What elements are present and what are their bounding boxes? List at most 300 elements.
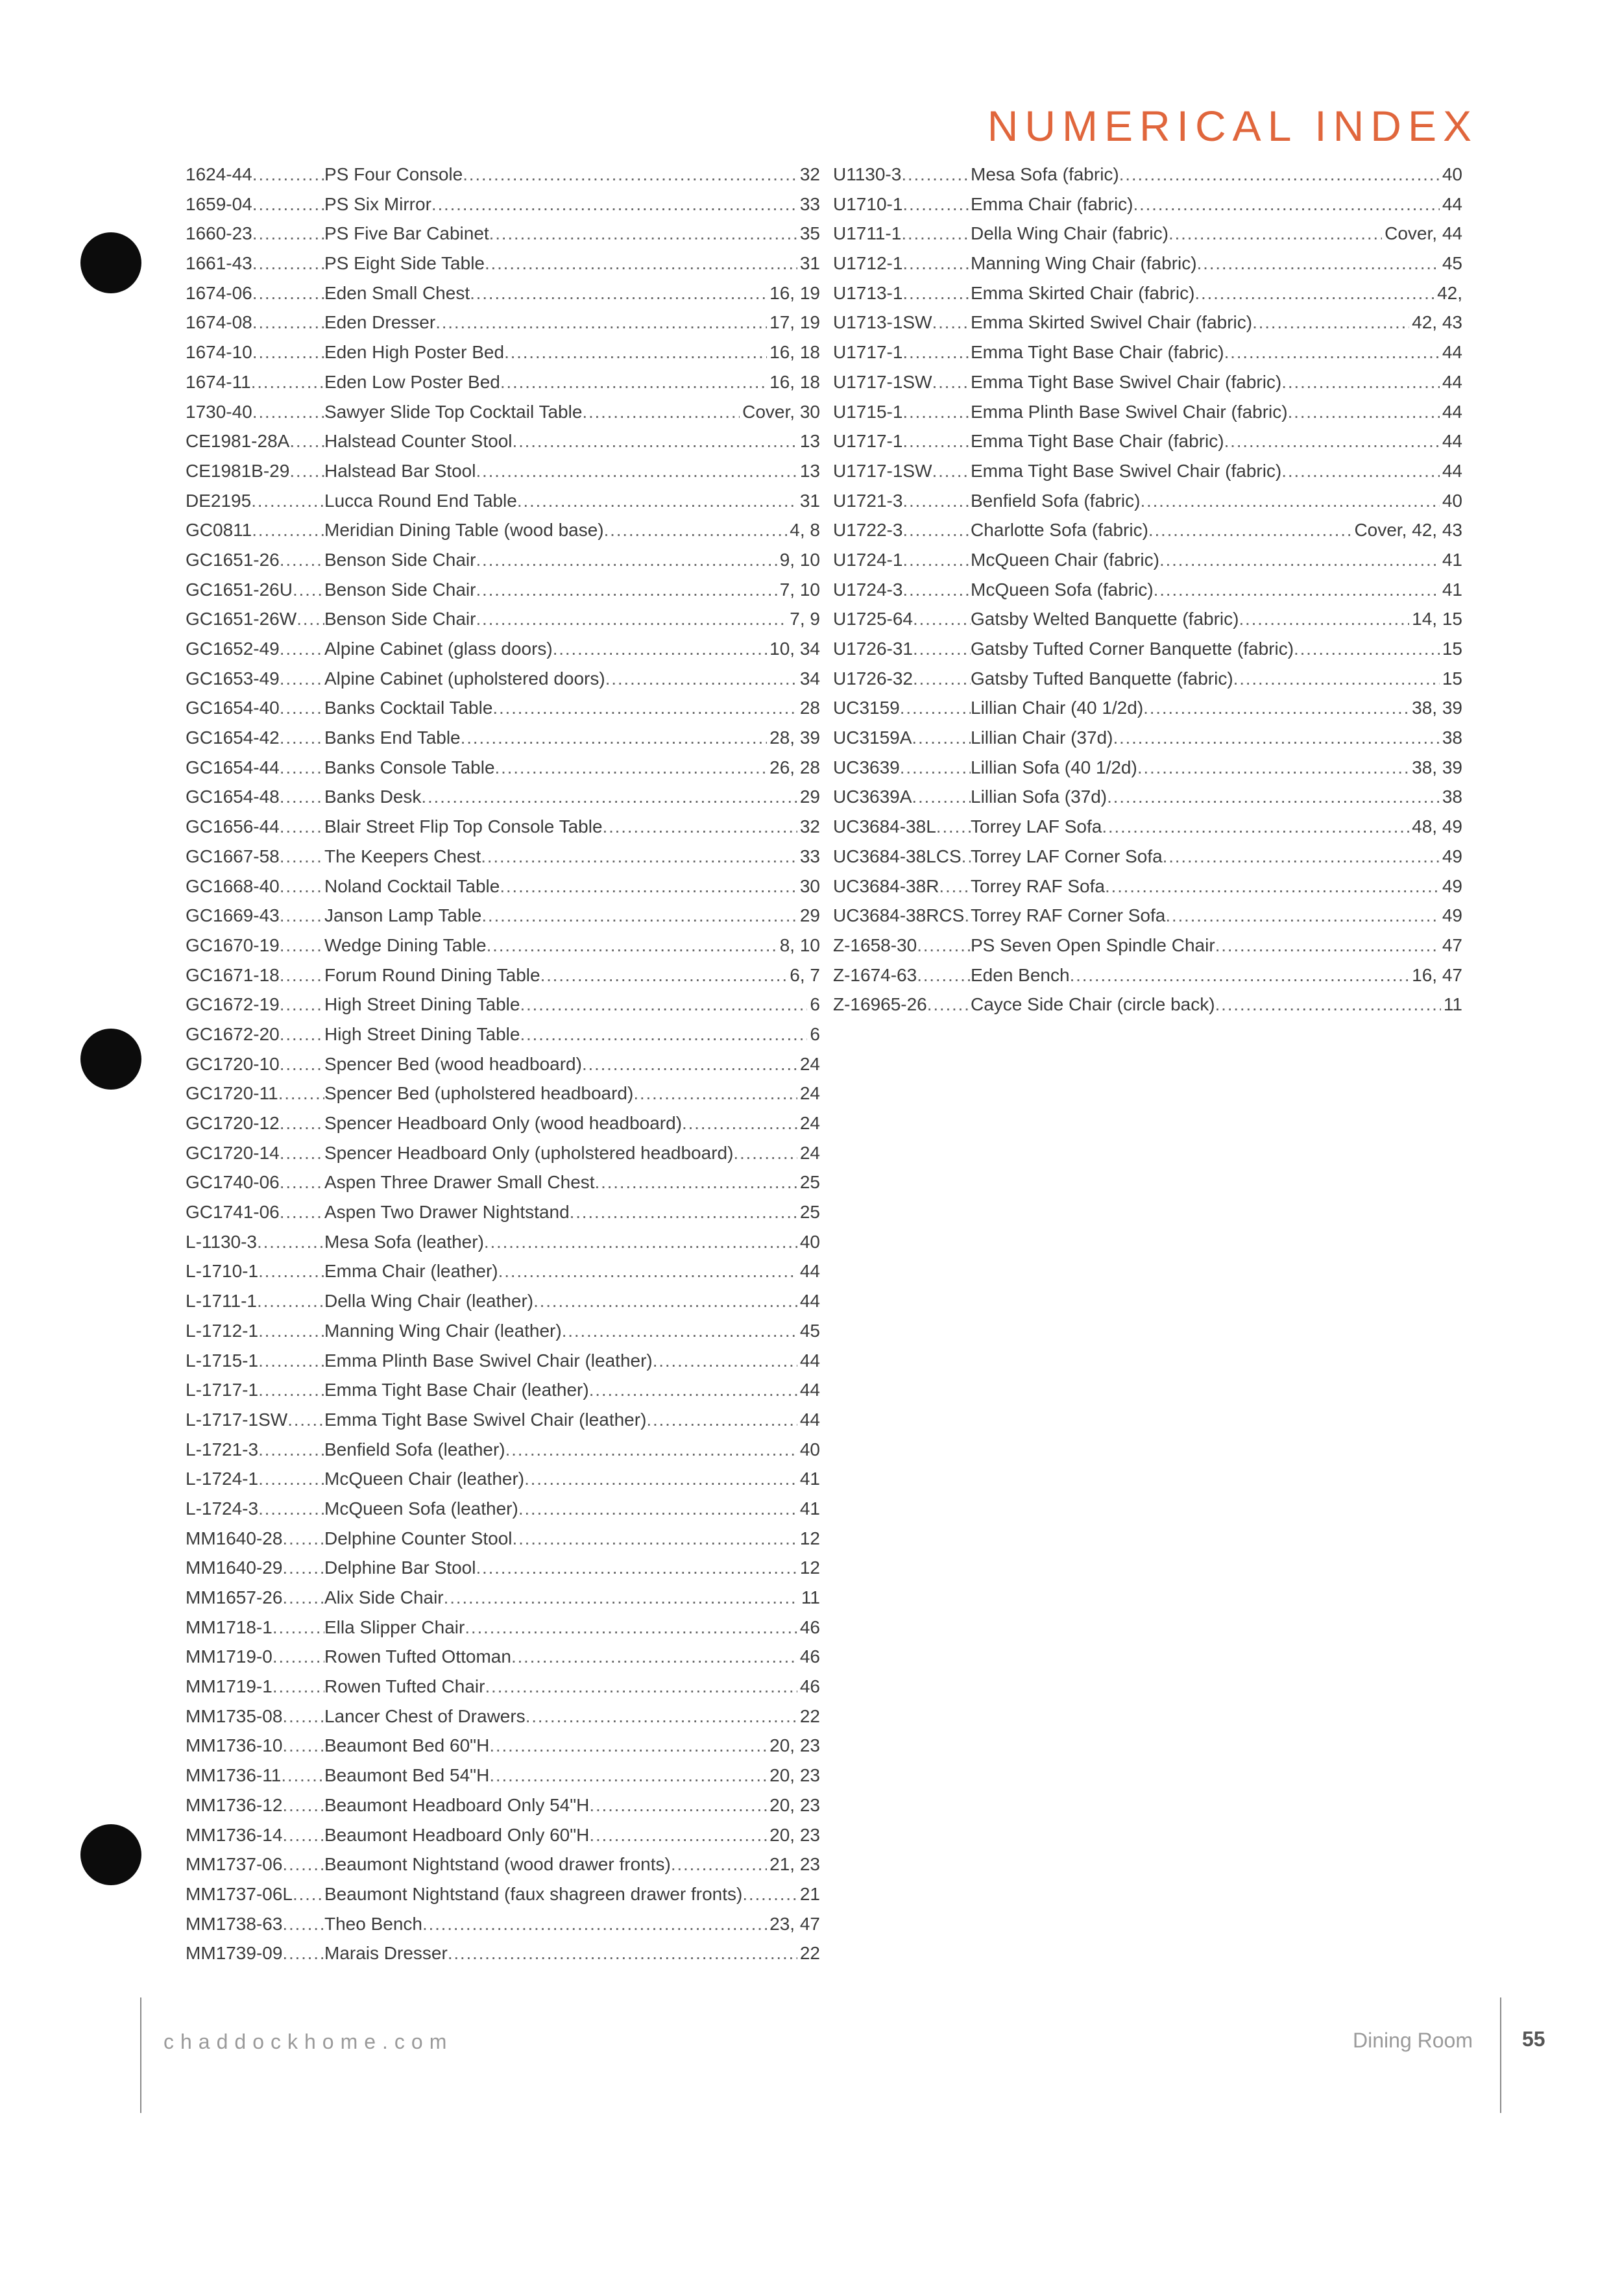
entry-name: Gatsby Tufted Banquette (fabric) bbox=[971, 668, 1233, 689]
entry-code: GC0811 bbox=[186, 520, 252, 541]
dot-leader bbox=[252, 249, 324, 278]
dot-leader bbox=[1107, 782, 1440, 812]
index-entry bbox=[833, 456, 1462, 486]
entry-pages: 40 bbox=[799, 1231, 820, 1252]
dot-leader bbox=[258, 1316, 324, 1346]
dot-leader bbox=[448, 1938, 797, 1968]
entry-code: GC1672-20 bbox=[186, 1023, 280, 1044]
entry-code: 1659-04 bbox=[186, 193, 252, 214]
entry-name: Mesa Sofa (leather) bbox=[324, 1231, 484, 1252]
entry-name: McQueen Sofa (fabric) bbox=[971, 579, 1154, 600]
entry-pages: 44 bbox=[1442, 431, 1462, 452]
entry-code: GC1671-18 bbox=[186, 964, 280, 985]
index-entry bbox=[833, 960, 1462, 990]
entry-code: Z-16965-26 bbox=[833, 994, 927, 1015]
dot-leader bbox=[932, 456, 971, 486]
dot-leader bbox=[595, 1167, 797, 1197]
entry-name: Emma Tight Base Chair (fabric) bbox=[971, 342, 1224, 363]
entry-name: Alix Side Chair bbox=[324, 1587, 444, 1607]
entry-pages: 13 bbox=[799, 460, 820, 481]
index-entry bbox=[833, 515, 1462, 545]
entry-code: MM1737-06L bbox=[186, 1883, 293, 1904]
dot-leader bbox=[280, 753, 324, 783]
index-entry bbox=[186, 337, 820, 367]
entry-pages: 7, 10 bbox=[779, 579, 820, 600]
entry-code: UC3684-38L bbox=[833, 816, 936, 837]
entry-pages: 44 bbox=[799, 1261, 820, 1282]
dot-leader bbox=[282, 1524, 324, 1554]
dot-leader bbox=[293, 1879, 324, 1909]
entry-pages: 44 bbox=[1442, 401, 1462, 422]
entry-code: GC1651-26W bbox=[186, 609, 297, 629]
entry-code: GC1654-48 bbox=[186, 787, 280, 807]
index-entry bbox=[186, 1197, 820, 1227]
index-entry bbox=[833, 782, 1462, 812]
index-entry bbox=[186, 1938, 820, 1968]
entry-code: U1713-1SW bbox=[833, 312, 932, 333]
dot-leader bbox=[422, 1909, 767, 1939]
entry-pages: 16, 47 bbox=[1412, 964, 1462, 985]
index-entry bbox=[833, 367, 1462, 397]
footer-website-link[interactable]: chaddockhome.com bbox=[163, 2030, 454, 2053]
dot-leader bbox=[435, 308, 767, 337]
entry-pages: 38, 39 bbox=[1412, 757, 1462, 777]
dot-leader bbox=[282, 1909, 324, 1939]
dot-leader bbox=[1168, 219, 1382, 249]
entry-pages: 15 bbox=[1442, 639, 1462, 659]
dot-leader bbox=[936, 812, 971, 842]
index-entry bbox=[833, 426, 1462, 456]
index-entry bbox=[186, 160, 820, 189]
dot-leader bbox=[1197, 249, 1440, 278]
dot-leader bbox=[517, 486, 797, 516]
entry-code: UC3684-38RCS bbox=[833, 905, 965, 926]
index-column-left bbox=[186, 160, 820, 1968]
entry-code: MM1738-63 bbox=[186, 1913, 283, 1934]
entry-code: MM1719-0 bbox=[186, 1646, 272, 1667]
dot-leader bbox=[1252, 308, 1409, 337]
index-entry bbox=[833, 901, 1462, 931]
index-entry bbox=[186, 960, 820, 990]
entry-code: L-1711-1 bbox=[186, 1291, 258, 1312]
entry-name: Cayce Side Chair (circle back) bbox=[971, 994, 1215, 1015]
entry-code: MM1736-14 bbox=[186, 1824, 283, 1845]
entry-code: MM1735-08 bbox=[186, 1705, 283, 1726]
index-entry bbox=[186, 1850, 820, 1879]
index-entry bbox=[186, 367, 820, 397]
index-entry bbox=[186, 782, 820, 812]
dot-leader bbox=[495, 753, 768, 783]
entry-code: GC1720-10 bbox=[186, 1053, 280, 1074]
entry-name: PS Five Bar Cabinet bbox=[324, 223, 489, 244]
entry-pages: 35 bbox=[799, 223, 820, 244]
dot-leader bbox=[258, 1256, 324, 1286]
dot-leader bbox=[484, 1227, 797, 1257]
entry-code: UC3639A bbox=[833, 787, 912, 807]
dot-leader bbox=[505, 1435, 797, 1465]
dot-leader bbox=[1159, 545, 1440, 575]
entry-name: Emma Tight Base Swivel Chair (leather) bbox=[324, 1409, 647, 1430]
entry-pages: 9, 10 bbox=[779, 549, 820, 570]
entry-pages: 41 bbox=[1442, 579, 1462, 600]
entry-pages: 11 bbox=[1443, 994, 1462, 1015]
footer-divider-right bbox=[1500, 1997, 1501, 2113]
dot-leader bbox=[520, 990, 807, 1020]
entry-name: Spencer Bed (wood headboard) bbox=[324, 1053, 582, 1074]
dot-leader bbox=[465, 1613, 797, 1643]
dot-leader bbox=[476, 1553, 797, 1583]
entry-code: MM1736-10 bbox=[186, 1735, 283, 1756]
entry-pages: 47 bbox=[1442, 934, 1462, 955]
dot-leader bbox=[733, 1138, 797, 1168]
entry-code: UC3159 bbox=[833, 698, 900, 718]
entry-name: Emma Skirted Chair (fabric) bbox=[971, 282, 1195, 303]
dot-leader bbox=[1224, 337, 1440, 367]
dot-leader bbox=[280, 901, 324, 931]
entry-pages: 22 bbox=[799, 1705, 820, 1726]
footer-page-number: 55 bbox=[1522, 2027, 1545, 2051]
entry-name: Rowen Tufted Chair bbox=[324, 1676, 485, 1697]
entry-name: Rowen Tufted Ottoman bbox=[324, 1646, 511, 1667]
entry-code: Z-1674-63 bbox=[833, 964, 917, 985]
dot-leader bbox=[252, 278, 324, 308]
dot-leader bbox=[258, 1375, 324, 1405]
entry-code: U1717-1SW bbox=[833, 371, 932, 392]
entry-name: High Street Dining Table bbox=[324, 1023, 520, 1044]
index-entry bbox=[833, 604, 1462, 634]
entry-code: Z-1658-30 bbox=[833, 934, 917, 955]
entry-name: PS Four Console bbox=[324, 164, 463, 184]
dot-leader bbox=[605, 664, 797, 694]
dot-leader bbox=[603, 812, 797, 842]
entry-pages: 16, 18 bbox=[769, 342, 820, 363]
index-entry bbox=[833, 872, 1462, 901]
dot-leader bbox=[463, 160, 797, 189]
dot-leader bbox=[653, 1346, 797, 1376]
entry-pages: 6 bbox=[810, 994, 820, 1015]
dot-leader bbox=[913, 604, 971, 634]
entry-pages: 38 bbox=[1442, 727, 1462, 748]
entry-pages: 40 bbox=[1442, 164, 1462, 184]
dot-leader bbox=[252, 189, 324, 219]
dot-leader bbox=[1154, 575, 1440, 605]
dot-leader bbox=[1143, 693, 1409, 723]
entry-pages: Cover, 30 bbox=[742, 401, 820, 422]
dot-leader bbox=[964, 901, 971, 931]
dot-leader bbox=[524, 1464, 797, 1494]
index-entry bbox=[186, 664, 820, 694]
entry-name: Emma Chair (leather) bbox=[324, 1261, 498, 1282]
index-entry bbox=[186, 1642, 820, 1672]
entry-code: GC1668-40 bbox=[186, 875, 280, 896]
dot-leader bbox=[1070, 960, 1410, 990]
dot-leader bbox=[280, 723, 324, 753]
entry-name: Blair Street Flip Top Console Table bbox=[324, 816, 603, 837]
index-entry bbox=[833, 397, 1462, 427]
entry-pages: 28 bbox=[799, 698, 820, 718]
entry-name: Benfield Sofa (fabric) bbox=[971, 490, 1141, 511]
dot-leader bbox=[282, 1583, 324, 1613]
entry-name: Torrey RAF Sofa bbox=[971, 875, 1105, 896]
entry-code: CE1981-28A bbox=[186, 431, 290, 452]
entry-name: Delphine Bar Stool bbox=[324, 1557, 476, 1578]
dot-leader bbox=[513, 426, 797, 456]
entry-pages: 20, 23 bbox=[769, 1794, 820, 1815]
dot-leader bbox=[252, 515, 324, 545]
dot-leader bbox=[1281, 367, 1440, 397]
index-entry bbox=[833, 189, 1462, 219]
dot-leader bbox=[252, 308, 324, 337]
index-entry bbox=[186, 753, 820, 783]
entry-name: Banks Cocktail Table bbox=[324, 698, 493, 718]
index-entry bbox=[186, 249, 820, 278]
entry-code: 1660-23 bbox=[186, 223, 252, 244]
entry-name: Meridian Dining Table (wood base) bbox=[324, 520, 604, 541]
dot-leader bbox=[1288, 397, 1440, 427]
dot-leader bbox=[913, 634, 971, 664]
entry-name: Emma Chair (fabric) bbox=[971, 193, 1133, 214]
entry-pages: 17, 19 bbox=[769, 312, 820, 333]
index-entry bbox=[833, 693, 1462, 723]
index-entry bbox=[833, 931, 1462, 960]
dot-leader bbox=[280, 1197, 324, 1227]
entry-code: CE1981B-29 bbox=[186, 460, 290, 481]
entry-pages: 30 bbox=[799, 875, 820, 896]
entry-pages: 33 bbox=[799, 193, 820, 214]
footer-divider-left bbox=[140, 1997, 141, 2113]
dot-leader bbox=[1163, 842, 1440, 872]
dot-leader bbox=[280, 782, 324, 812]
dot-leader bbox=[562, 1316, 797, 1346]
dot-leader bbox=[280, 872, 324, 901]
index-entry bbox=[833, 664, 1462, 694]
entry-code: U1717-1SW bbox=[833, 460, 932, 481]
dot-leader bbox=[421, 782, 797, 812]
index-entry bbox=[186, 1909, 820, 1939]
entry-name: Emma Plinth Base Swivel Chair (fabric) bbox=[971, 401, 1288, 422]
dot-leader bbox=[280, 990, 324, 1020]
entry-name: Benson Side Chair bbox=[324, 579, 476, 600]
dot-leader bbox=[272, 1672, 324, 1702]
dot-leader bbox=[272, 1613, 324, 1643]
dot-leader bbox=[902, 337, 971, 367]
entry-name: Benfield Sofa (leather) bbox=[324, 1439, 505, 1459]
entry-pages: 25 bbox=[799, 1202, 820, 1223]
entry-code: 1674-08 bbox=[186, 312, 252, 333]
entry-pages: 14, 15 bbox=[1412, 609, 1462, 629]
entry-pages: 45 bbox=[1442, 253, 1462, 274]
index-entry bbox=[186, 1108, 820, 1138]
index-entry bbox=[186, 1346, 820, 1376]
entry-code: L-1715-1 bbox=[186, 1350, 259, 1371]
index-entry bbox=[186, 1672, 820, 1702]
index-entry bbox=[186, 1553, 820, 1583]
entry-name: McQueen Chair (leather) bbox=[324, 1469, 525, 1489]
entry-pages: 44 bbox=[799, 1350, 820, 1371]
entry-pages: 41 bbox=[1442, 549, 1462, 570]
entry-name: Wedge Dining Table bbox=[324, 934, 487, 955]
dot-leader bbox=[1102, 812, 1409, 842]
dot-leader bbox=[476, 456, 797, 486]
dot-leader bbox=[1281, 456, 1440, 486]
entry-code: GC1654-42 bbox=[186, 727, 280, 748]
dot-leader bbox=[280, 664, 324, 694]
entry-pages: 46 bbox=[799, 1617, 820, 1637]
dot-leader bbox=[289, 426, 324, 456]
index-entry bbox=[186, 872, 820, 901]
dot-leader bbox=[962, 842, 971, 872]
entry-pages: 13 bbox=[799, 431, 820, 452]
entry-name: Charlotte Sofa (fabric) bbox=[971, 520, 1148, 541]
binder-hole-middle bbox=[80, 1029, 141, 1090]
entry-name: Emma Tight Base Swivel Chair (fabric) bbox=[971, 460, 1282, 481]
entry-code: U1715-1 bbox=[833, 401, 903, 422]
entry-code: GC1656-44 bbox=[186, 816, 280, 837]
index-entry bbox=[186, 1435, 820, 1465]
entry-code: UC3684-38R bbox=[833, 875, 939, 896]
index-column-right bbox=[833, 160, 1462, 1020]
dot-leader bbox=[282, 1938, 324, 1968]
dot-leader bbox=[280, 1108, 324, 1138]
dot-leader bbox=[476, 575, 777, 605]
entry-pages: 44 bbox=[1442, 371, 1462, 392]
entry-name: Alpine Cabinet (glass doors) bbox=[324, 639, 553, 659]
entry-pages: 24 bbox=[799, 1053, 820, 1074]
entry-name: Gatsby Tufted Corner Banquette (fabric) bbox=[971, 639, 1294, 659]
dot-leader bbox=[932, 367, 971, 397]
dot-leader bbox=[533, 1286, 797, 1316]
entry-code: MM1736-11 bbox=[186, 1765, 282, 1786]
entry-name: Banks Desk bbox=[324, 787, 422, 807]
dot-leader bbox=[939, 872, 971, 901]
dot-leader bbox=[258, 1435, 324, 1465]
entry-pages: Cover, 44 bbox=[1385, 223, 1462, 244]
entry-pages: 32 bbox=[799, 816, 820, 837]
index-entry bbox=[833, 249, 1462, 278]
entry-name: Emma Tight Base Chair (fabric) bbox=[971, 431, 1224, 452]
entry-code: GC1670-19 bbox=[186, 934, 280, 955]
dot-leader bbox=[902, 189, 971, 219]
entry-name: Theo Bench bbox=[324, 1913, 422, 1934]
entry-name: The Keepers Chest bbox=[324, 846, 481, 866]
entry-code: GC1651-26 bbox=[186, 549, 280, 570]
entry-name: Aspen Two Drawer Nightstand bbox=[324, 1202, 570, 1223]
entry-code: GC1667-58 bbox=[186, 846, 280, 866]
entry-code: L-1717-1SW bbox=[186, 1409, 288, 1430]
entry-pages: 12 bbox=[799, 1557, 820, 1578]
index-entry bbox=[186, 1167, 820, 1197]
entry-name: Beaumont Bed 60"H bbox=[324, 1735, 490, 1756]
entry-code: U1130-3 bbox=[833, 164, 902, 184]
entry-pages: 29 bbox=[799, 905, 820, 926]
entry-pages: 42, 43 bbox=[1412, 312, 1462, 333]
index-entry bbox=[186, 693, 820, 723]
dot-leader bbox=[476, 545, 777, 575]
dot-leader bbox=[900, 753, 971, 783]
entry-code: GC1654-44 bbox=[186, 757, 280, 777]
index-entry bbox=[833, 545, 1462, 575]
index-entry bbox=[833, 723, 1462, 753]
dot-leader bbox=[476, 604, 787, 634]
entry-code: GC1654-40 bbox=[186, 698, 280, 718]
dot-leader bbox=[470, 278, 767, 308]
entry-code: GC1720-14 bbox=[186, 1142, 280, 1163]
binder-hole-bottom bbox=[80, 1824, 141, 1885]
dot-leader bbox=[1165, 901, 1440, 931]
entry-pages: 24 bbox=[799, 1083, 820, 1104]
entry-pages: 46 bbox=[799, 1646, 820, 1667]
index-entry bbox=[186, 1761, 820, 1790]
dot-leader bbox=[280, 693, 324, 723]
dot-leader bbox=[282, 1820, 324, 1850]
entry-code: U1724-3 bbox=[833, 579, 903, 600]
dot-leader bbox=[902, 575, 971, 605]
entry-pages: 48, 49 bbox=[1412, 816, 1462, 837]
dot-leader bbox=[518, 1494, 797, 1524]
dot-leader bbox=[282, 1553, 324, 1583]
entry-code: GC1741-06 bbox=[186, 1202, 280, 1223]
index-entry bbox=[186, 308, 820, 337]
index-entry bbox=[186, 1286, 820, 1316]
dot-leader bbox=[489, 219, 797, 249]
entry-name: Lucca Round End Table bbox=[324, 490, 517, 511]
index-entry bbox=[833, 308, 1462, 337]
index-entry bbox=[186, 1702, 820, 1731]
entry-pages: 20, 23 bbox=[769, 1765, 820, 1786]
entry-pages: 40 bbox=[799, 1439, 820, 1459]
entry-code: U1726-31 bbox=[833, 639, 913, 659]
dot-leader bbox=[481, 901, 797, 931]
dot-leader bbox=[511, 1642, 797, 1672]
entry-code: U1726-32 bbox=[833, 668, 913, 689]
entry-name: Torrey LAF Corner Sofa bbox=[971, 846, 1163, 866]
index-entry bbox=[186, 931, 820, 960]
entry-name: Torrey RAF Corner Sofa bbox=[971, 905, 1166, 926]
entry-name: Marais Dresser bbox=[324, 1943, 448, 1964]
entry-pages: 12 bbox=[799, 1528, 820, 1548]
dot-leader bbox=[272, 1642, 324, 1672]
dot-leader bbox=[513, 1524, 797, 1554]
dot-leader bbox=[280, 1049, 324, 1079]
entry-pages: 49 bbox=[1442, 846, 1462, 866]
entry-code: GC1669-43 bbox=[186, 905, 280, 926]
index-entry bbox=[186, 1731, 820, 1761]
entry-name: Eden Low Poster Bed bbox=[324, 371, 500, 392]
dot-leader bbox=[589, 1820, 767, 1850]
dot-leader bbox=[252, 219, 324, 249]
dot-leader bbox=[281, 1761, 324, 1790]
dot-leader bbox=[901, 219, 971, 249]
entry-code: MM1736-12 bbox=[186, 1794, 283, 1815]
dot-leader bbox=[582, 397, 740, 427]
dot-leader bbox=[280, 812, 324, 842]
entry-name: Janson Lamp Table bbox=[324, 905, 482, 926]
dot-leader bbox=[282, 1790, 324, 1820]
footer-section-name: Dining Room bbox=[1353, 2029, 1473, 2052]
entry-name: Sawyer Slide Top Cocktail Table bbox=[324, 401, 583, 422]
dot-leader bbox=[742, 1879, 797, 1909]
entry-code: GC1720-12 bbox=[186, 1113, 280, 1133]
dot-leader bbox=[589, 1375, 797, 1405]
index-entry bbox=[186, 812, 820, 842]
dot-leader bbox=[1113, 723, 1439, 753]
dot-leader bbox=[1105, 872, 1440, 901]
entry-code: MM1640-28 bbox=[186, 1528, 283, 1548]
entry-pages: 49 bbox=[1442, 905, 1462, 926]
entry-code: 1730-40 bbox=[186, 401, 252, 422]
entry-name: Lillian Sofa (37d) bbox=[971, 787, 1108, 807]
entry-code: L-1717-1 bbox=[186, 1380, 259, 1400]
